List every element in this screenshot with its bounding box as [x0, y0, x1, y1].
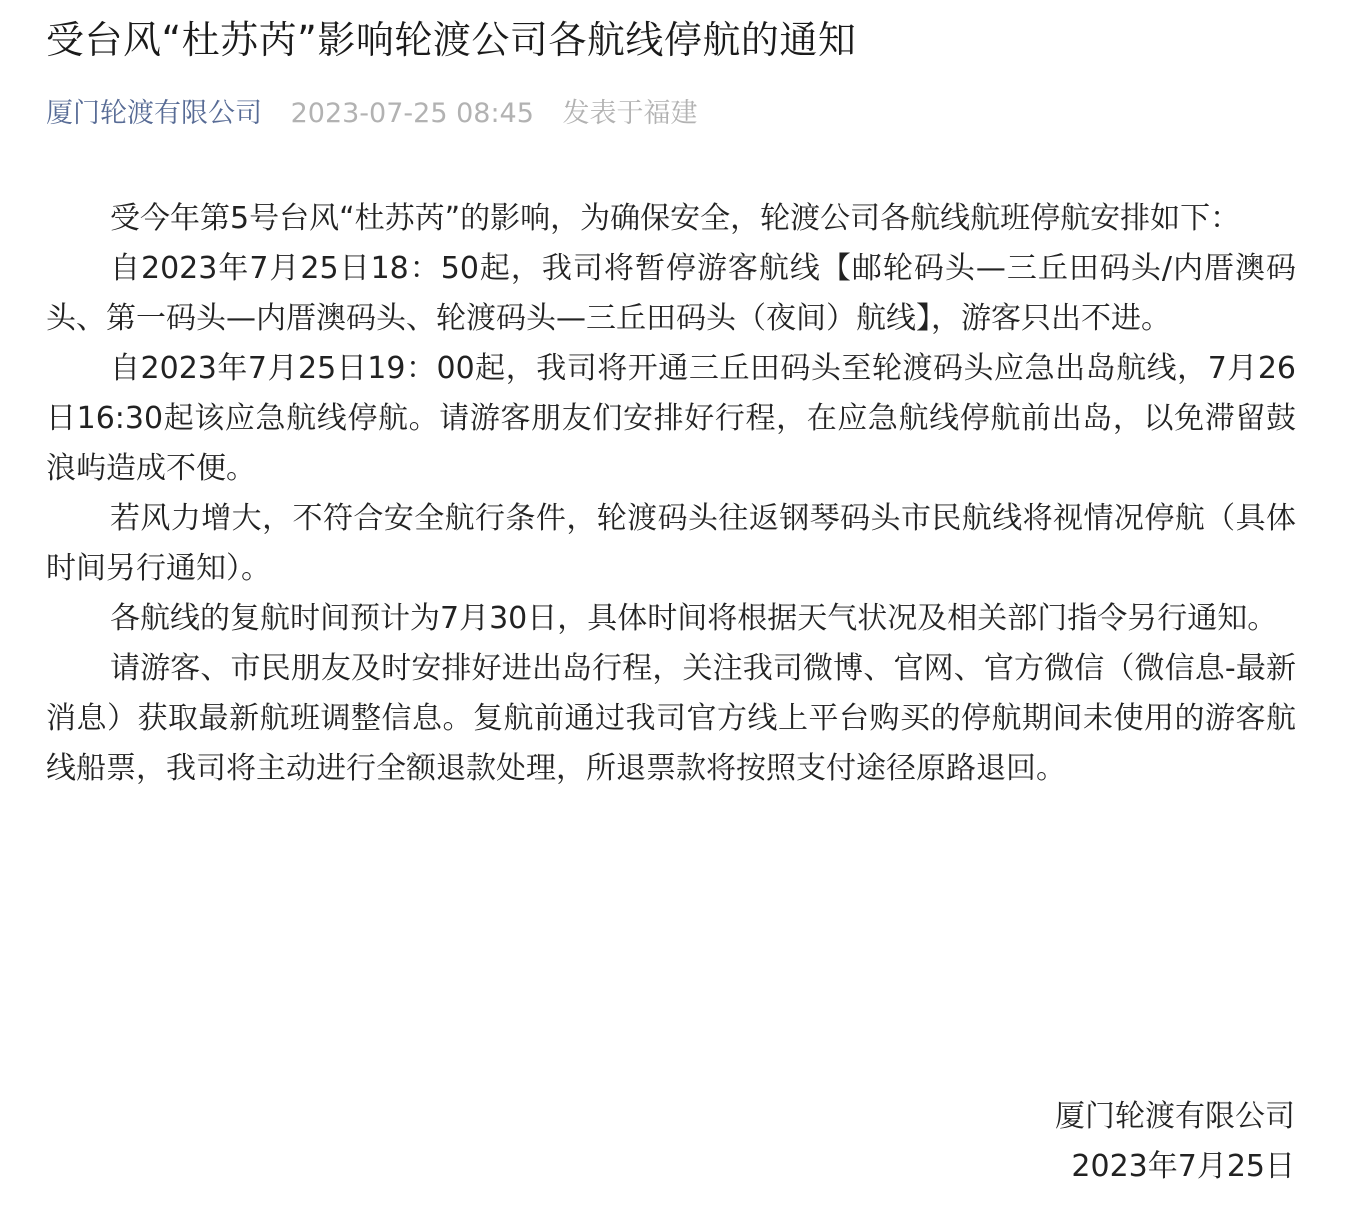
- author-link[interactable]: 厦门轮渡有限公司: [46, 98, 262, 129]
- article-meta: [46, 94, 1296, 134]
- paragraph: 自2023年7月25日18：50起，我司将暂停游客航线【邮轮码头—三丘田码头/内厝澳码头、第一码头—内厝澳码头、轮渡码头—三丘田码头（夜间）航线】，游客只出不进。: [46, 251, 1296, 336]
- publish-location: 发表于福建: [562, 98, 698, 129]
- article-body: [46, 194, 1296, 794]
- article: [46, 0, 1296, 794]
- signature-date: 2023年7月25日: [1071, 1149, 1295, 1184]
- signature-organization: 厦门轮渡有限公司: [1055, 1099, 1295, 1134]
- paragraph: 各航线的复航时间预计为7月30日，具体时间将根据天气状况及相关部门指令另行通知。: [110, 601, 1278, 636]
- paragraph: 自2023年7月25日19：00起，我司将开通三丘田码头至轮渡码头应急出岛航线，7月26日16:30起该应急航线停航。请游客朋友们安排好行程，在应急航线停航前出岛，以免滞留鼓浪屿造成不便。: [46, 351, 1296, 486]
- paragraph: 若风力增大，不符合安全航行条件，轮渡码头往返钢琴码头市民航线将视情况停航（具体时间另行通知）。: [46, 501, 1296, 586]
- signature: [1055, 1092, 1295, 1192]
- paragraph: 受今年第5号台风“杜苏芮”的影响，为确保安全，轮渡公司各航线航班停航安排如下：: [110, 201, 1241, 236]
- publish-time: 2023-07-25 08:45: [290, 98, 534, 129]
- paragraph: 请游客、市民朋友及时安排好进出岛行程，关注我司微博、官网、官方微信（微信息-最新消息）获取最新航班调整信息。复航前通过我司官方线上平台购买的停航期间未使用的游客航线船票，我司将主动进行全额退款处理，所退票款将按照支付途径原路退回。: [46, 651, 1296, 786]
- article-title: 受台风“杜苏芮”影响轮渡公司各航线停航的通知: [46, 18, 857, 62]
